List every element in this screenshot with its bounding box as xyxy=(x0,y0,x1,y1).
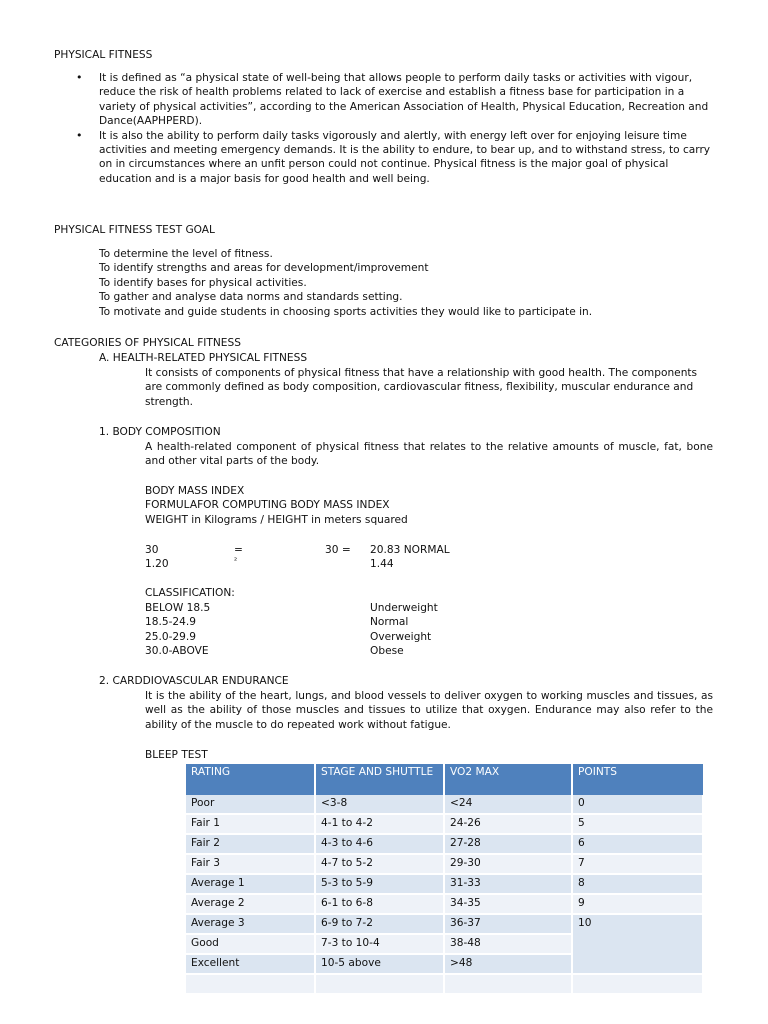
subheading-body-composition: 1. BODY COMPOSITION xyxy=(99,426,221,438)
heading-physical-fitness: PHYSICAL FITNESS xyxy=(54,49,153,61)
calc-height-squared: 1.44 xyxy=(370,558,394,570)
bleep-test-title: BLEEP TEST xyxy=(145,749,208,761)
classification-row xyxy=(145,615,545,630)
cell-vo2: 27-28 xyxy=(444,834,572,854)
cell-stage: 4-7 to 5-2 xyxy=(315,854,444,874)
cell-vo2: 24-26 xyxy=(444,814,572,834)
classification-range: BELOW 18.5 xyxy=(145,601,211,614)
paragraph-body-composition: A health-related component of physical fitness that relates to the relative amounts of muscle, fat, bone and other vital parts of the body. xyxy=(145,441,713,468)
table-row xyxy=(186,795,703,814)
cell-rating xyxy=(186,974,315,994)
cell-stage: 7-3 to 10-4 xyxy=(315,934,444,954)
classification-label: Underweight xyxy=(370,601,438,614)
calc-squared: ² xyxy=(234,556,238,565)
goal-item: To identify strengths and areas for development/improvement xyxy=(99,262,429,275)
classification-range: 18.5-24.9 xyxy=(145,616,196,629)
calc-weight: 30 xyxy=(145,544,159,556)
cell-vo2: >48 xyxy=(444,954,572,974)
goal-item: To motivate and guide students in choosing sports activities they would like to participate in. xyxy=(99,305,593,318)
cell-rating: Fair 1 xyxy=(186,814,315,834)
cell-points: 8 xyxy=(572,874,703,894)
cell-stage: 4-3 to 4-6 xyxy=(315,834,444,854)
table-row xyxy=(186,834,703,854)
cell-points: 9 xyxy=(572,894,703,914)
cell-points xyxy=(572,974,703,994)
bmi-formula: WEIGHT in Kilograms / HEIGHT in meters squared xyxy=(145,513,408,526)
header-points: POINTS xyxy=(572,764,703,795)
cell-stage: 6-1 to 6-8 xyxy=(315,894,444,914)
subheading-health-related: A. HEALTH-RELATED PHYSICAL FITNESS xyxy=(99,352,308,364)
cell-stage xyxy=(315,974,444,994)
bmi-section xyxy=(145,484,408,527)
definition-bullet-list xyxy=(54,71,714,186)
calc-result: 20.83 NORMAL xyxy=(370,544,450,556)
cell-points: 6 xyxy=(572,834,703,854)
paragraph-health-related: It consists of components of physical fitness that have a relationship with good health. The components are commonly defined as body composition, cardiovascular fitness, flexibility, muscular endurance and strength. xyxy=(145,367,698,408)
cell-vo2: 34-35 xyxy=(444,894,572,914)
cell-points: 7 xyxy=(572,854,703,874)
cell-points: 10 xyxy=(572,914,703,974)
cell-vo2: 38-48 xyxy=(444,934,572,954)
cell-rating: Average 2 xyxy=(186,894,315,914)
cell-points: 5 xyxy=(572,814,703,834)
bleep-test-table xyxy=(186,764,704,995)
bmi-classification xyxy=(145,586,545,659)
goal-item: To determine the level of fitness. xyxy=(99,248,273,260)
cell-rating: Excellent xyxy=(186,954,315,974)
cell-rating: Average 3 xyxy=(186,914,315,934)
bullet-icon: • xyxy=(76,71,83,84)
classification-row xyxy=(145,630,545,645)
cell-vo2: <24 xyxy=(444,795,572,814)
classification-label: Obese xyxy=(370,645,404,658)
paragraph-cardiovascular: It is the ability of the heart, lungs, and blood vessels to deliver oxygen to working muscles and tissues, as well as the ability of those muscles and tissues to utilize that oxygen. Endurance may also refer to the ability of the muscle to do repeated work without fatigue. xyxy=(145,690,713,731)
cell-stage: <3-8 xyxy=(315,795,444,814)
table-row xyxy=(186,874,703,894)
classification-label: Normal xyxy=(370,616,409,629)
bullet-icon: • xyxy=(76,128,83,142)
header-rating: RATING xyxy=(186,764,315,795)
goal-item: To identify bases for physical activities. xyxy=(99,276,307,289)
heading-test-goal: PHYSICAL FITNESS TEST GOAL xyxy=(54,224,215,236)
classification-row xyxy=(145,601,545,616)
cell-rating: Fair 2 xyxy=(186,834,315,854)
cell-stage: 10-5 above xyxy=(315,954,444,974)
cell-points: 0 xyxy=(572,795,703,814)
table-row xyxy=(186,894,703,914)
calc-height: 1.20 xyxy=(145,558,169,570)
cell-rating: Fair 3 xyxy=(186,854,315,874)
bullet-text: It is also the ability to perform daily tasks vigorously and alertly, with energy left over for enjoying leisure time activities and meeting emergency demands. It is the ability to endure, to bear up, and to withstand stress, to carry on in circumstances where an unfit person could not continue. Physical fitness is the major goal of physical education and is a major basis for good health and well being. xyxy=(99,129,711,185)
heading-categories: CATEGORIES OF PHYSICAL FITNESS xyxy=(54,337,241,349)
table-row xyxy=(186,854,703,874)
bmi-formula-title: FORMULAFOR COMPUTING BODY MASS INDEX xyxy=(145,499,390,512)
classification-label: Overweight xyxy=(370,630,432,643)
cell-rating: Good xyxy=(186,934,315,954)
classification-row xyxy=(145,644,545,659)
header-stage-shuttle: STAGE AND SHUTTLE xyxy=(315,764,444,795)
cell-vo2: 29-30 xyxy=(444,854,572,874)
calc-equals: = xyxy=(234,544,243,556)
table-header-row xyxy=(186,764,703,795)
bmi-title: BODY MASS INDEX xyxy=(145,485,245,497)
header-vo2-max: VO2 MAX xyxy=(444,764,572,795)
classification-title: CLASSIFICATION: xyxy=(145,587,235,599)
bullet-text: It is defined as “a physical state of well-being that allows people to perform daily tasks or activities with vigour, reduce the risk of health problems related to lack of exercise and establish a fitness base for participation in a variety of physical activities”, according to the American Association of Health, Physical Education, Recreation and Dance(AAPHPERD). xyxy=(99,72,709,128)
bullet-item xyxy=(54,71,714,129)
table-row xyxy=(186,814,703,834)
cell-vo2: 36-37 xyxy=(444,914,572,934)
classification-range: 30.0-ABOVE xyxy=(145,645,209,658)
table-row xyxy=(186,914,703,934)
goal-item: To gather and analyse data norms and standards setting. xyxy=(99,291,403,304)
cell-vo2 xyxy=(444,974,572,994)
calc-weight-2: 30 = xyxy=(325,544,351,556)
goal-list xyxy=(99,247,592,319)
subheading-cardiovascular: 2. CARDDIOVASCULAR ENDURANCE xyxy=(99,675,289,687)
cell-rating: Poor xyxy=(186,795,315,814)
cell-vo2: 31-33 xyxy=(444,874,572,894)
cell-rating: Average 1 xyxy=(186,874,315,894)
cell-stage: 6-9 to 7-2 xyxy=(315,914,444,934)
table-row xyxy=(186,974,703,994)
bullet-item xyxy=(54,129,714,187)
cell-stage: 5-3 to 5-9 xyxy=(315,874,444,894)
cell-stage: 4-1 to 4-2 xyxy=(315,814,444,834)
classification-range: 25.0-29.9 xyxy=(145,630,196,643)
classification-title-row xyxy=(145,586,545,601)
